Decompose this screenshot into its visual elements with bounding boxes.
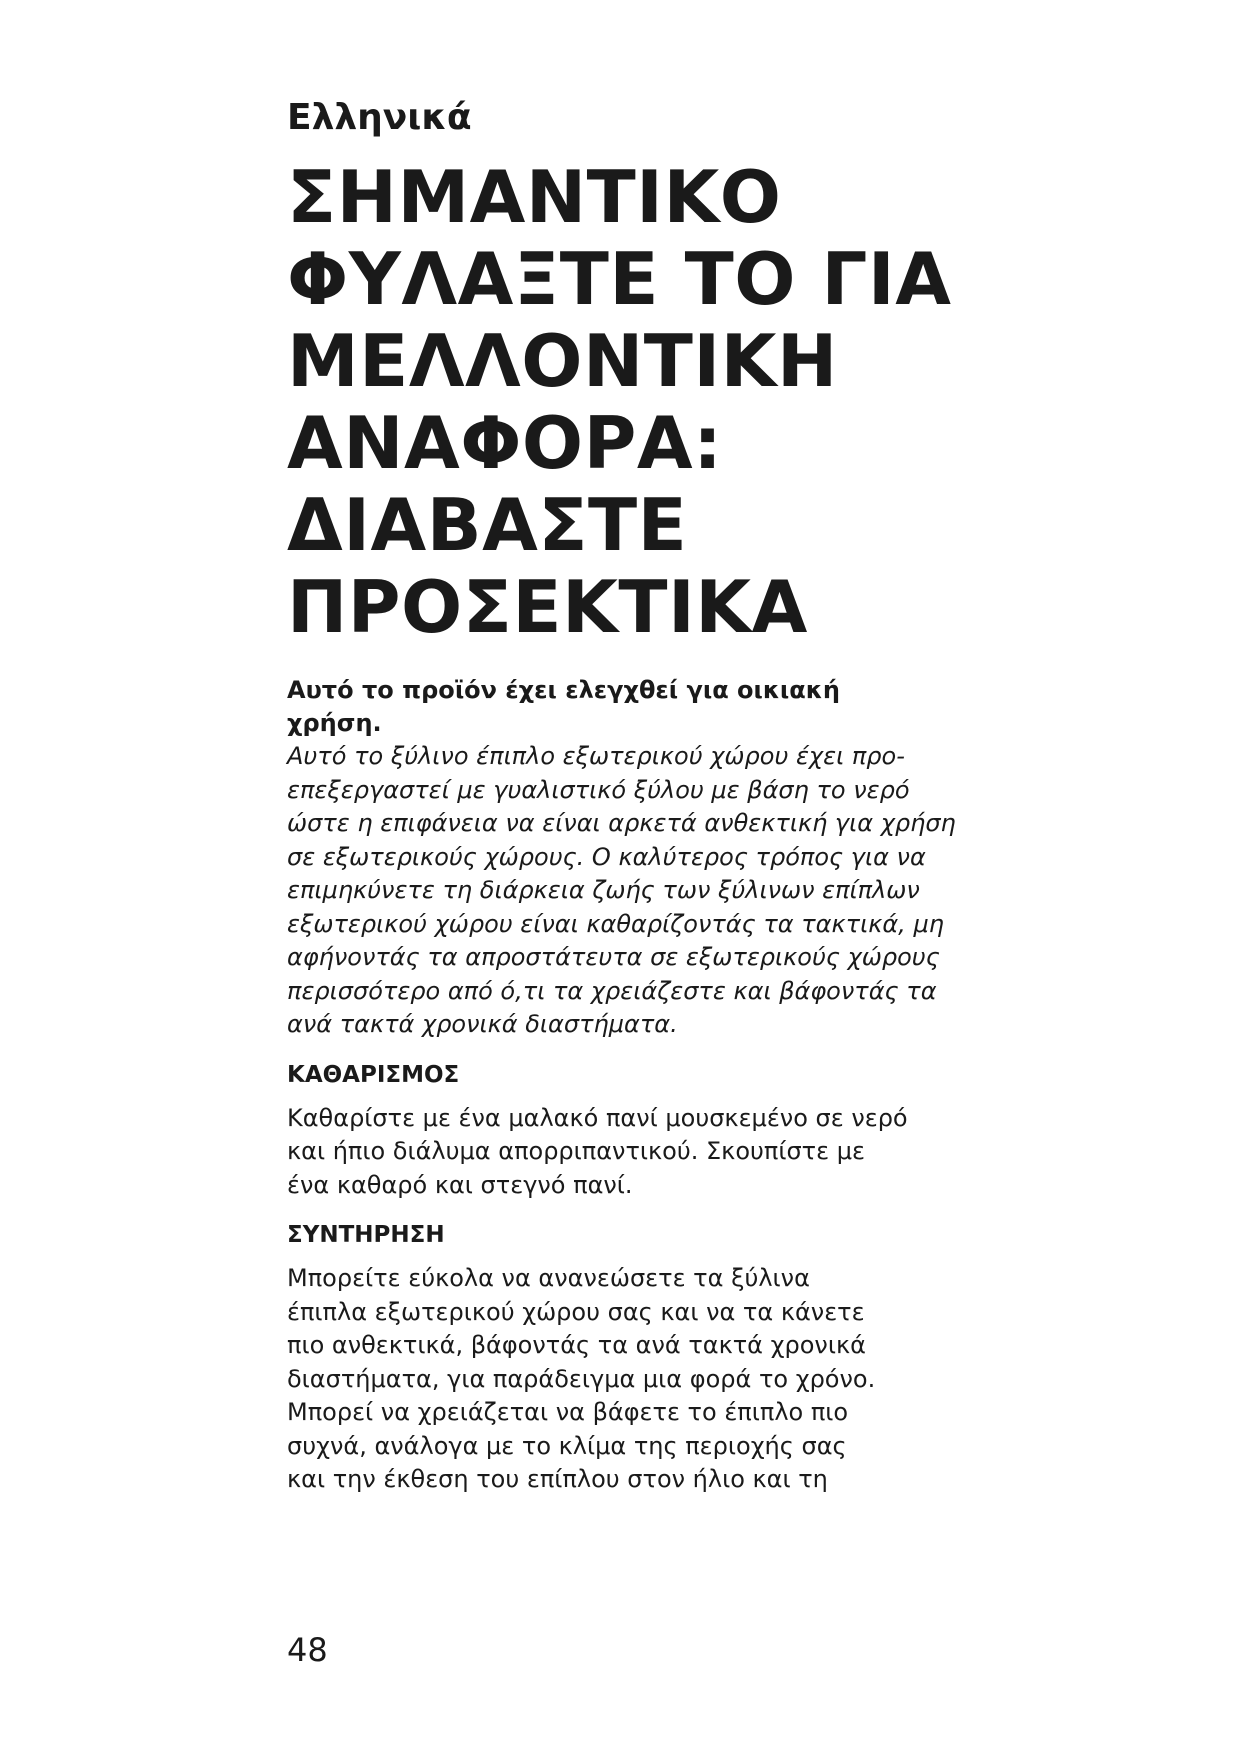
cleaning-line: Καθαρίστε με ένα μαλακό πανί μουσκεμένο σε νερό <box>287 1103 908 1132</box>
intro-line: σε εξωτερικούς χώρους. Ο καλύτερος τρόπος για να <box>287 842 926 871</box>
maintenance-line: πιο ανθεκτικά, βάφοντάς τα ανά τακτά χρονικά <box>287 1331 866 1359</box>
title-line: ΔΙΑΒΑΣΤΕ <box>287 483 688 567</box>
document-page <box>287 96 1007 1497</box>
title-line: ΣΗΜΑΝΤΙΚΟ <box>287 155 782 239</box>
page-number: 48 <box>287 1631 328 1669</box>
title-line: ΜΕΛΛΟΝΤΙΚΗ <box>287 319 838 403</box>
intro-line: αφήνοντάς τα απροστάτευτα σε εξωτερικούς χώρους <box>287 943 940 971</box>
intro-italic-paragraph <box>287 740 1007 1042</box>
maintenance-line: έπιπλα εξωτερικού χώρου σας και να τα κάνετε <box>287 1297 865 1326</box>
intro-line: επεξεργαστεί με γυαλιστικό ξύλου με βάση το νερό <box>287 775 910 804</box>
intro-line: επιμηκύνετε τη διάρκεια ζωής των ξύλινων επίπλων <box>287 876 920 904</box>
maintenance-line: διαστήματα, για παράδειγμα μια φορά το χρόνο. <box>287 1364 876 1393</box>
maintenance-heading: ΣΥΝΤΗΡΗΣΗ <box>287 1222 445 1248</box>
intro-bold-statement: Αυτό το προϊόν έχει ελεγχθεί για οικιακή χρήση. <box>287 676 840 737</box>
intro-line: Αυτό το ξύλινο έπιπλο εξωτερικού χώρου έχει προ- <box>287 742 905 770</box>
title-line: ΑΝΑΦΟΡΑ: <box>287 401 723 485</box>
title-line: ΠΡΟΣΕΚΤΙΚΑ <box>287 565 808 649</box>
intro-line: ώστε η επιφάνεια να είναι αρκετά ανθεκτική για χρήση <box>287 809 956 837</box>
title-line: ΦΥΛΑΞΤΕ ΤΟ ΓΙΑ <box>287 237 952 321</box>
cleaning-heading: ΚΑΘΑΡΙΣΜΟΣ <box>287 1061 460 1088</box>
intro-line: περισσότερο από ό,τι τα χρειάζεστε και βάφοντάς τα <box>287 976 937 1005</box>
cleaning-paragraph <box>287 1102 1007 1203</box>
maintenance-line: και την έκθεση του επίπλου στον ήλιο και τη <box>287 1465 828 1493</box>
maintenance-paragraph <box>287 1262 1007 1497</box>
intro-line: εξωτερικού χώρου είναι καθαρίζοντάς τα τακτικά, μη <box>287 909 944 938</box>
maintenance-line: συχνά, ανάλογα με το κλίμα της περιοχής σας <box>287 1431 847 1460</box>
cleaning-line: ένα καθαρό και στεγνό πανί. <box>287 1170 633 1199</box>
page-title <box>287 156 1007 648</box>
cleaning-line: και ήπιο διάλυμα απορριπαντικού. Σκουπίστε με <box>287 1137 865 1165</box>
maintenance-line: Μπορεί να χρειάζεται να βάφετε το έπιπλο πιο <box>287 1398 849 1426</box>
maintenance-line: Μπορείτε εύκολα να ανανεώσετε τα ξύλινα <box>287 1264 810 1292</box>
language-label: Ελληνικά <box>287 97 472 138</box>
intro-line: ανά τακτά χρονικά διαστήματα. <box>287 1010 678 1038</box>
